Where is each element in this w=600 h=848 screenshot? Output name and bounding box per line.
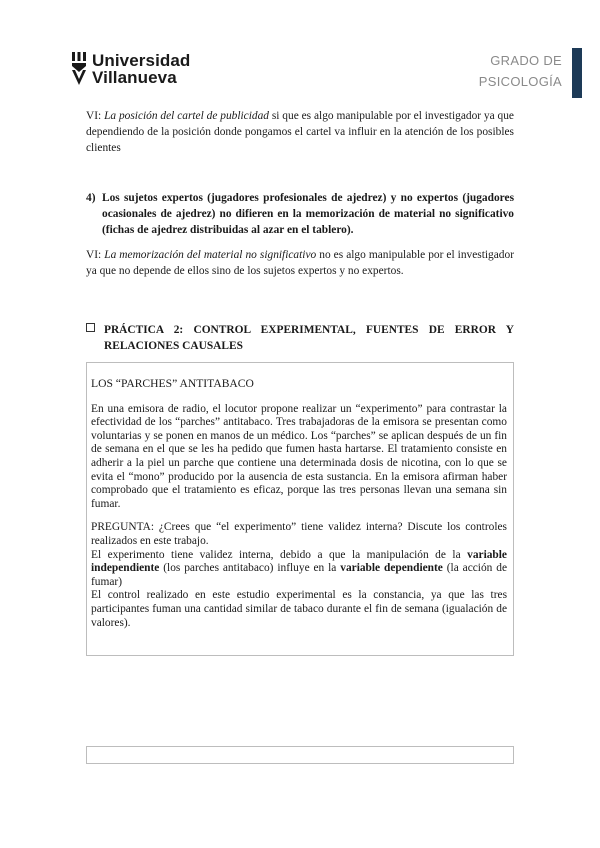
answer-text: (la acción de fumar) xyxy=(91,562,507,588)
degree-label xyxy=(479,50,562,92)
case-title: LOS “PARCHES” ANTITABACO xyxy=(91,377,254,390)
vi-italic: La memorización del material no significativo xyxy=(104,249,317,261)
case-answer-1 xyxy=(91,549,507,590)
logo-line-1: Universidad xyxy=(92,51,191,70)
item-number: 4) xyxy=(86,192,96,204)
vi-prefix: VI: xyxy=(86,249,105,261)
answer-bold-vd: variable dependiente xyxy=(340,562,443,575)
section-title: PRÁCTICA 2: CONTROL EXPERIMENTAL, FUENTES DE ERROR Y RELACIONES CAUSALES xyxy=(104,324,514,353)
paragraph-vi-memorizacion xyxy=(86,247,514,279)
vi-prefix: VI: xyxy=(86,110,105,122)
case-question: PREGUNTA: ¿Crees que “el experimento” tiene validez interna? Discute los controles realizados en este trabajo. xyxy=(91,521,507,547)
degree-line-1: GRADO DE xyxy=(490,53,562,68)
university-shield-icon xyxy=(72,52,86,86)
item-text: Los sujetos expertos (jugadores profesionales de ajedrez) y no expertos (jugadores ocasionales de ajedrez) no difieren en la memorización de material no significativo (fichas de ajedrez distribuidas al azar en el tablero). xyxy=(102,192,514,237)
logo-line-2: Villanueva xyxy=(92,68,177,87)
logo xyxy=(72,52,190,86)
answer-bold-vi: variable independiente xyxy=(91,548,507,575)
case-box xyxy=(86,362,514,656)
case-answer-2: El control realizado en este estudio experimental es la constancia, ya que las tres participantes fuman una cantidad similar de tabaco durante el fin de semana (igualación de valores). xyxy=(91,589,507,629)
paragraph-vi-cartel xyxy=(86,108,514,157)
vi-italic: La posición del cartel de publicidad xyxy=(104,110,269,122)
footer-empty-box xyxy=(86,746,514,764)
vi-rest: si que es algo manipulable por el investigador ya que dependiendo de la posición donde pongamos el cartel va influir en la atención de los posibles clientes xyxy=(86,110,514,155)
degree-line-2: PSICOLOGÍA xyxy=(478,74,562,89)
answer-text: (los parches antitabaco) influye en la xyxy=(159,562,341,575)
accent-bar xyxy=(572,48,582,98)
section-heading xyxy=(86,322,514,354)
case-description: En una emisora de radio, el locutor propone realizar un “experimento” para contrastar la efectividad de los “parches” antitabaco. Tres trabajadoras de la emisora se presentan como voluntarias y se ponen en manos de un médico. Los “parches” se aplican después de un fin de semana en el que se les ha pedido que fumen hasta hartarse. El tratamiento consiste en adherir a la piel un parche que contiene una determinada dosis de nicotina, con lo que se evita el “mono” producido por la ausencia de esta sustancia. En la emisora afirman haber comprobado que el tratamiento es eficaz, porque las tres personas llevan una semana sin fumar. xyxy=(91,402,507,510)
answer-text: El experimento tiene validez interna, debido a que la manipulación de la xyxy=(91,548,468,561)
checkbox-bullet-icon xyxy=(86,322,102,354)
list-item-4 xyxy=(86,190,514,239)
vi-rest: no es algo manipulable por el investigador ya que no depende de ellos sino de los sujetos expertos y no expertos. xyxy=(86,249,514,278)
